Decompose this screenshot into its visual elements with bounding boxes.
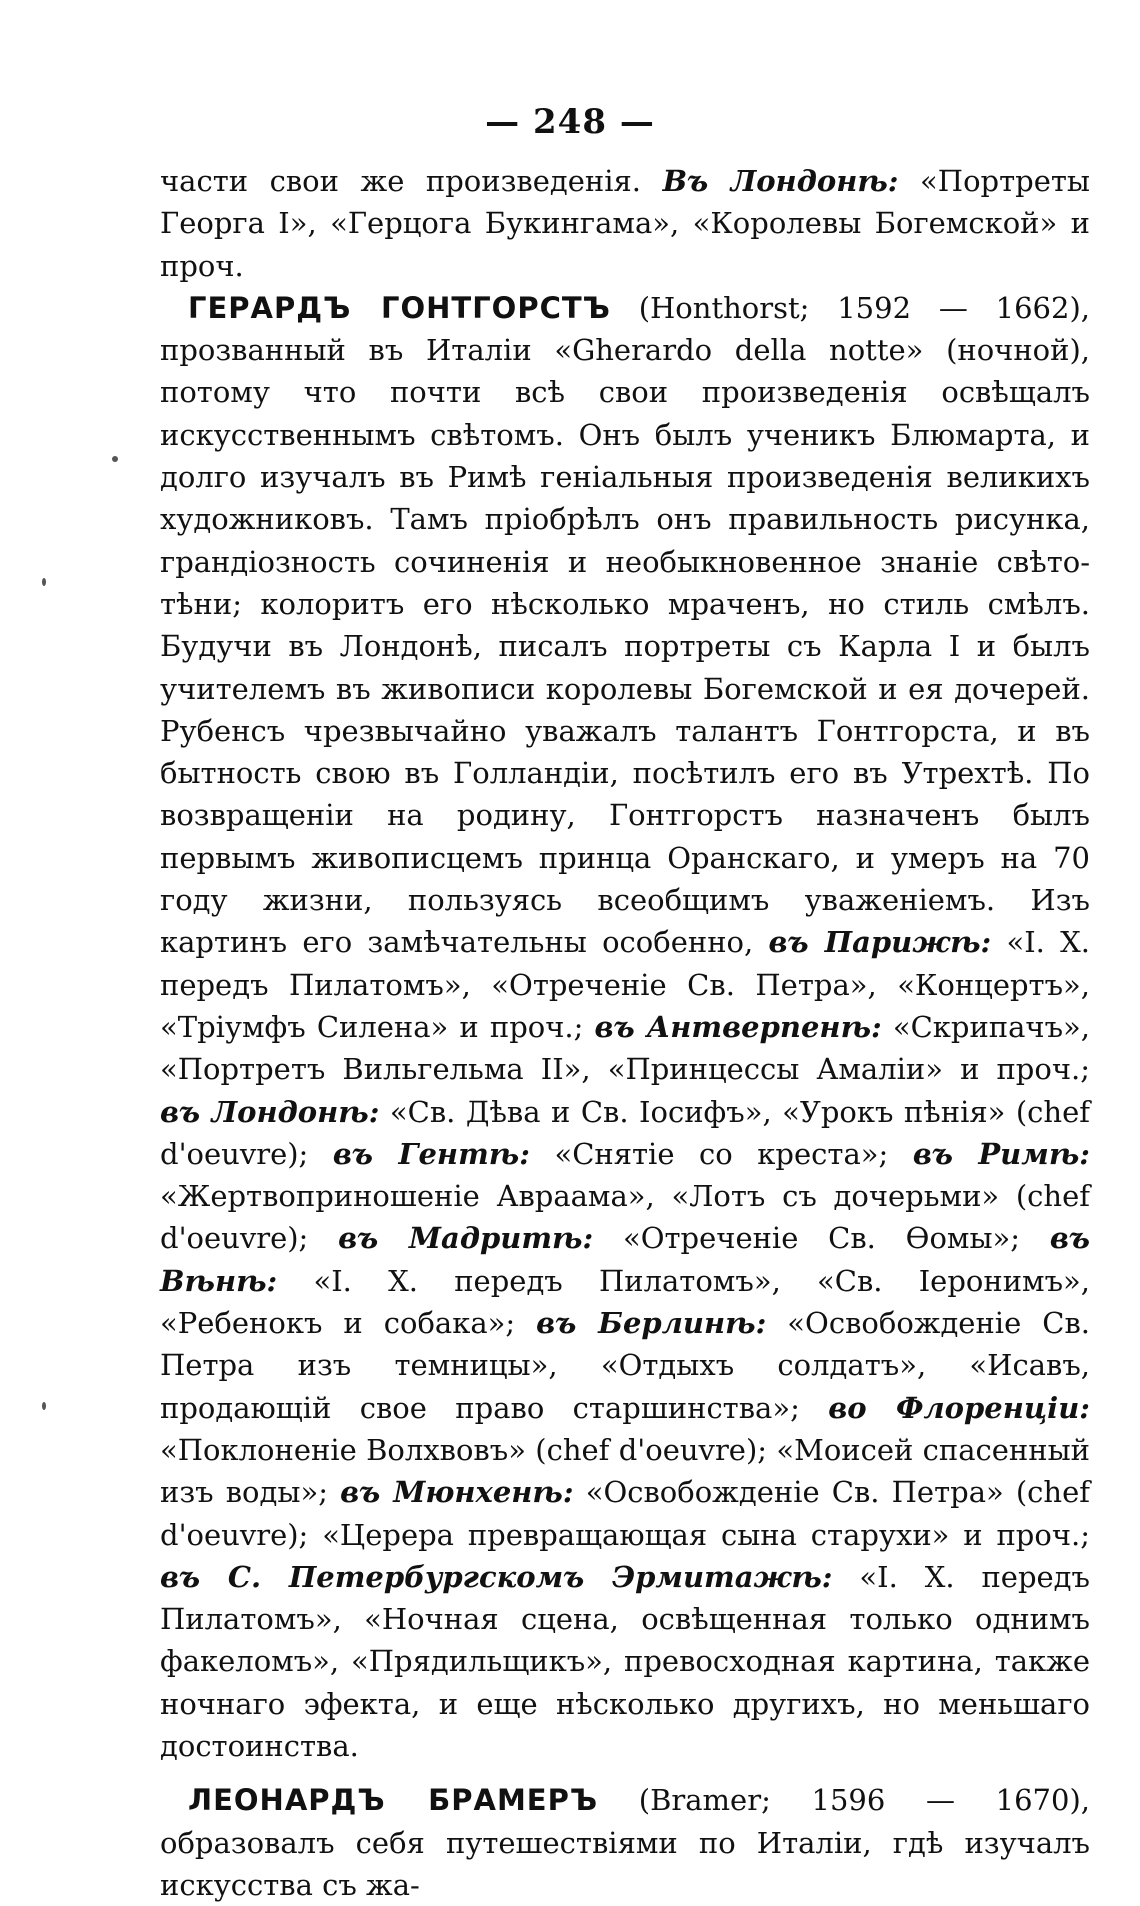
text-run: «Портреты Георга I», «Герцога Букингама», «Королевы Богемской» и проч.: [160, 164, 1090, 283]
location-label: Въ Лондонѣ:: [662, 164, 899, 198]
paragraph: [160, 287, 1090, 1767]
margin-dot: [112, 456, 118, 462]
text-run: «Освобожденіе Св. Петра» (chef d'oeuvre); «Церера превращающая сына старухи» и проч.;: [160, 1475, 1090, 1552]
body-text: [160, 160, 1090, 1906]
page-number: — 248 —: [485, 102, 655, 142]
location-label: въ Мадритѣ:: [338, 1221, 594, 1256]
location-label: во Флоренціи:: [828, 1390, 1090, 1425]
text-run: «Жертвоприношеніе Авраама», «Лотъ съ дочерьми» (chef d'oeuvre);: [160, 1179, 1090, 1256]
location-label: въ Вѣнѣ:: [160, 1221, 1091, 1298]
text-run: «Скрипачъ», «Портретъ Вильгельма II», «Принцессы Амаліи» и проч.;: [160, 1009, 1091, 1087]
location-label: въ С. Петербургскомъ Эрмитажѣ:: [160, 1559, 833, 1594]
paragraph: [160, 160, 1090, 287]
location-label: въ Гентѣ:: [332, 1136, 530, 1171]
text-run: части свои же произведенія.: [160, 164, 663, 198]
location-label: въ Берлинѣ:: [536, 1306, 767, 1341]
text-run: «І. Х. передъ Пилатомъ», «Отреченіе Св. Петра», «Концертъ», «Тріумфъ Силена» и проч.;: [160, 925, 1090, 1044]
text-run: «Снятіе со креста»;: [529, 1136, 913, 1171]
text-run: «Св. Дѣва и Св. Іосифъ», «Урокъ пѣнія» (chef d'oeuvre);: [160, 1094, 1090, 1171]
text-run: «Отреченіе Св. Ѳомы»;: [593, 1221, 1050, 1256]
text-run: (Bramer; 1596 — 1670), образовалъ себя путешествіями по Италіи, гдѣ изучалъ искусства съ жа-: [160, 1783, 1090, 1902]
paragraph: [160, 1779, 1090, 1906]
text-run: «І. Х. передъ Пилатомъ», «Ночная сцена, освѣщенная только однимъ факеломъ», «Прядильщикъ», превосходная картина, также ночнаго эфекта, и еще нѣсколько другихъ, но меньшаго достоинства.: [160, 1559, 1090, 1763]
artist-name-heading: ЛЕОНАРДЪ БРАМЕРЪ: [188, 1783, 599, 1818]
artist-name-heading: ГЕРАРДЪ ГОНТГОРСТЪ: [188, 290, 611, 325]
location-label: въ Лондонѣ:: [160, 1094, 380, 1129]
text-run: «Поклоненіе Волхвовъ» (chef d'oeuvre); «Моисей спасенный изъ воды»;: [160, 1432, 1090, 1510]
margin-dot: [42, 578, 46, 586]
text-run: (Honthorst; 1592 — 1662), прозванный въ Италіи «Gherardo della notte» (ночной), потому что почти всѣ свои произведенія освѣщалъ искусственнымъ свѣтомъ. Онъ былъ ученикъ Блюмарта, и долго изучалъ въ Римѣ геніальныя произведенія великихъ художниковъ. Тамъ пріобрѣлъ онъ правильность рисунка, грандіозность сочиненія и необыкновенное знаніе свѣто-тѣни; колоритъ его нѣсколько мраченъ, но стиль смѣлъ. Будучи въ Лондонѣ, писалъ портреты съ Карла I и былъ учителемъ въ живописи королевы Богемской и ея дочерей. Рубенсъ чрезвычайно уважалъ талантъ Гонтгорста, и въ бытность свою въ Голландіи, посѣтилъ его въ Утрехтѣ. По возвращеніи на родину, Гонтгорстъ назначенъ былъ первымъ живописцемъ принца Оранскаго, и умеръ на 70 году жизни, пользуясь всеобщимъ уваженіемъ. Изъ картинъ его замѣчательны особенно,: [160, 290, 1090, 960]
location-label: въ Парижѣ:: [768, 925, 992, 960]
location-label: въ Антверпенѣ:: [594, 1009, 882, 1044]
location-label: въ Мюнхенѣ:: [340, 1475, 574, 1510]
text-run: «Освобожденіе Св. Петра изъ темницы», «Отдыхъ солдатъ», «Исавъ, продающій свое право старшинства»;: [160, 1306, 1090, 1425]
margin-dot: [42, 1402, 46, 1410]
text-run: «І. Х. передъ Пилатомъ», «Св. Іеронимъ», «Ребенокъ и собака»;: [160, 1263, 1090, 1341]
location-label: въ Римѣ:: [912, 1136, 1090, 1171]
